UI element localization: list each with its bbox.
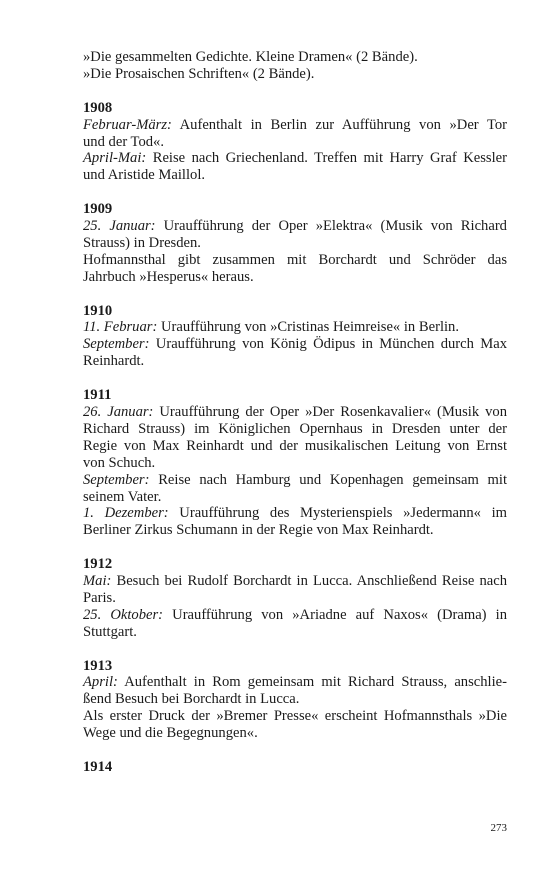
entry-line: Regie von Max Reinhardt und der musikalischen Leitung von Ernst <box>83 437 507 454</box>
entry-date: 26. Januar: <box>83 403 154 420</box>
entry-date: Februar-März: <box>83 116 172 133</box>
entry-text: Uraufführung der Oper »Der Rosenkavalier« (Musik von <box>153 403 507 420</box>
entry-line: von Schuch. <box>83 454 156 471</box>
entry-date: April: <box>83 674 118 691</box>
entry-line: seinem Vater. <box>83 488 162 505</box>
spacer <box>83 539 507 556</box>
entry-line: Jahrbuch »Hesperus« heraus. <box>83 268 254 285</box>
entry-line: ßend Besuch bei Borchardt in Lucca. <box>83 691 300 708</box>
entry-line: Reinhardt. <box>83 353 145 370</box>
year-heading-1910: 1910 <box>83 302 113 319</box>
entry-date: 11. Februar: <box>83 319 158 336</box>
entry-date: Mai: <box>83 573 112 590</box>
entry-line: Paris. <box>83 589 116 606</box>
entry-line <box>83 150 507 167</box>
spacer <box>83 184 507 201</box>
spacer <box>83 83 507 100</box>
entry-line <box>83 117 507 134</box>
entry-line <box>83 319 507 336</box>
entry-line: Stuttgart. <box>83 623 137 640</box>
entry-line <box>83 505 507 522</box>
year-heading-1909: 1909 <box>83 201 113 218</box>
entry-line: Wege und die Begegnungen«. <box>83 725 258 742</box>
entry-text: Besuch bei Rudolf Borchardt in Lucca. Anschließend Reise nach <box>111 573 507 590</box>
year-heading-1913: 1913 <box>83 657 113 674</box>
entry-date: 25. Oktober: <box>83 606 164 623</box>
entry-line <box>83 607 507 624</box>
spacer <box>83 641 507 658</box>
entry-line <box>83 218 507 235</box>
entry-line: Richard Strauss) im Königlichen Opernhaus in Dresden unter der <box>83 420 507 437</box>
page-text <box>83 49 507 776</box>
entry-line <box>83 573 507 590</box>
entry-text: Aufenthalt in Berlin zur Aufführung von »Der Tor <box>171 116 507 133</box>
entry-line: Strauss) in Dresden. <box>83 234 201 251</box>
entry-text: Aufenthalt in Rom gemeinsam mit Richard Strauss, anschlie- <box>117 674 507 691</box>
entry-line: Hofmannsthal gibt zusammen mit Borchardt und Schröder das <box>83 251 507 268</box>
spacer <box>83 286 507 303</box>
entry-text: Uraufführung von »Ariadne auf Naxos« (Drama) in <box>163 606 507 623</box>
spacer <box>83 370 507 387</box>
entry-line <box>83 472 507 489</box>
year-heading-1912: 1912 <box>83 556 113 573</box>
year-heading-1911: 1911 <box>83 387 112 404</box>
entry-text: Reise nach Griechenland. Treffen mit Harry Graf Kessler <box>146 150 507 167</box>
entry-line: Berliner Zirkus Schumann in der Regie von Max Reinhardt. <box>83 522 434 539</box>
entry-date: April-Mai: <box>83 150 147 167</box>
entry-date: 1. Dezember: <box>83 505 169 522</box>
entry-line <box>83 336 507 353</box>
entry-text: Uraufführung der Oper »Elektra« (Musik von Richard <box>155 218 507 235</box>
entry-text: Uraufführung von König Ödipus in München durch Max <box>149 336 507 353</box>
intro-line: »Die gesammelten Gedichte. Kleine Dramen« (2 Bände). <box>83 49 418 65</box>
page-number: 273 <box>490 822 507 834</box>
entry-line: Als erster Druck der »Bremer Presse« erscheint Hofmannsthals »Die <box>83 708 507 725</box>
entry-text: Uraufführung des Mysterienspiels »Jedermann« im <box>168 505 507 522</box>
year-heading-1908: 1908 <box>83 99 113 116</box>
spacer <box>83 742 507 759</box>
entry-date: September: <box>83 336 150 353</box>
entry-line <box>83 404 507 421</box>
entry-line <box>83 674 507 691</box>
year-heading-1914: 1914 <box>83 758 113 775</box>
entry-text: Uraufführung von »Cristinas Heimreise« in Berlin. <box>157 319 459 336</box>
entry-line: und Aristide Maillol. <box>83 167 206 184</box>
entry-date: 25. Januar: <box>83 218 156 235</box>
intro-line: »Die Prosaischen Schriften« (2 Bände). <box>83 65 315 82</box>
entry-line: und der Tod«. <box>83 133 164 150</box>
entry-date: September: <box>83 471 150 488</box>
entry-text: Reise nach Hamburg und Kopenhagen gemeinsam mit <box>149 471 507 488</box>
